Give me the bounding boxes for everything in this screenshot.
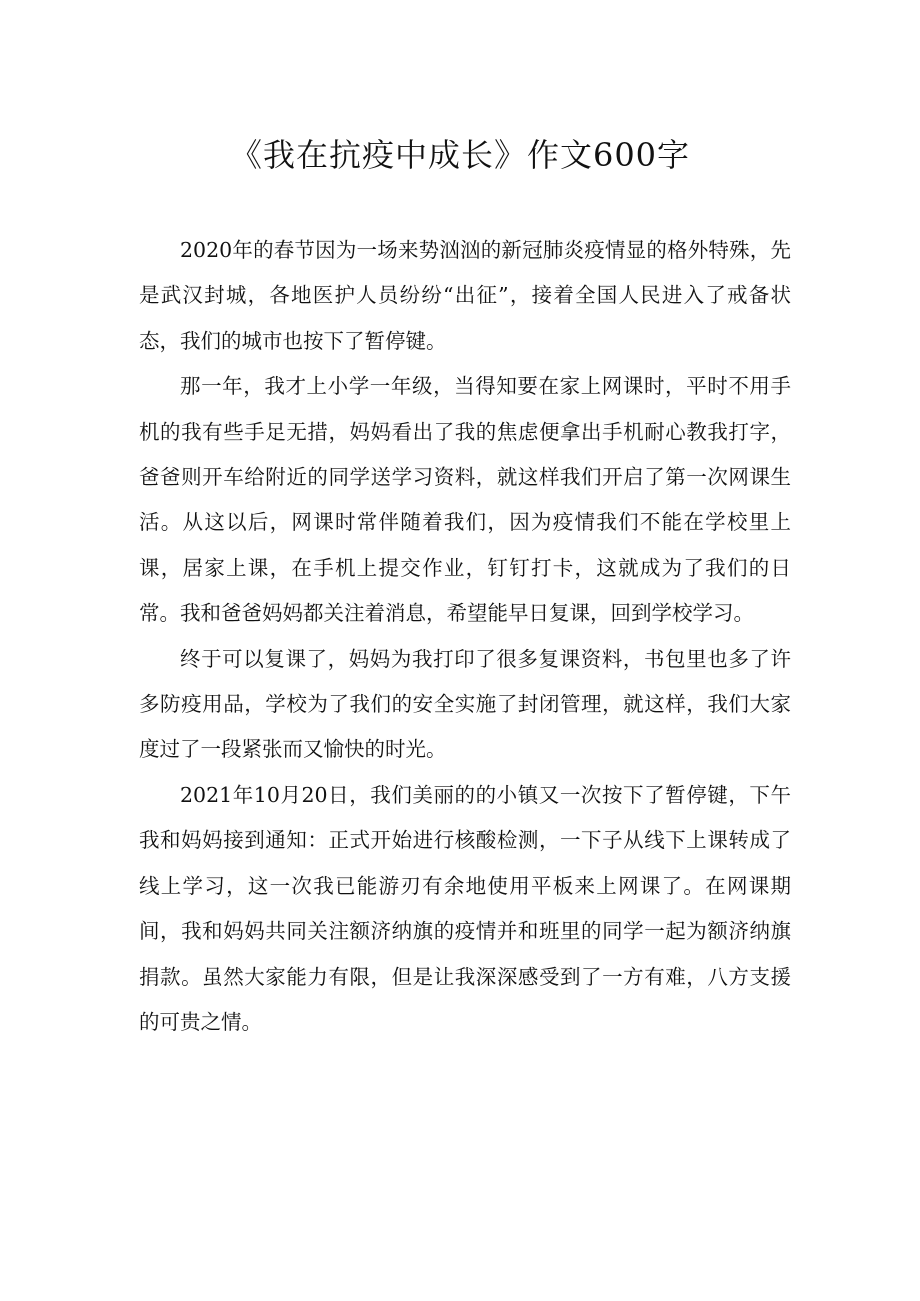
- paragraph: 那一年，我才上小学一年级，当得知要在家上网课时，平时不用手机的我有些手足无措，妈妈看出了我的焦虑便拿出手机耐心教我打字，爸爸则开车给附近的同学送学习资料，就这样我们开启了第一次网课生活。从这以后，网课时常伴随着我们，因为疫情我们不能在学校里上课，居家上课，在手机上提交作业，钉钉打卡，这就成为了我们的日常。我和爸爸妈妈都关注着消息，希望能早日复课，回到学校学习。: [139, 374, 791, 626]
- paragraph: 终于可以复课了，妈妈为我打印了很多复课资料，书包里也多了许多防疫用品，学校为了我们的安全实施了封闭管理，就这样，我们大家度过了一段紧张而又愉快的时光。: [139, 646, 791, 762]
- paragraph: 2021年10月20日，我们美丽的的小镇又一次按下了暂停键，下午我和妈妈接到通知：正式开始进行核酸检测，一下子从线下上课转成了线上学习，这一次我已能游刃有余地使用平板来上网课了。在网课期间，我和妈妈共同关注额济纳旗的疫情并和班里的同学一起为额济纳旗捐款。虽然大家能力有限，但是让我深深感受到了一方有难，八方支援的可贵之情。: [139, 782, 791, 1034]
- document-body: [139, 228, 791, 1045]
- document-title: 《我在抗疫中成长》作文600字: [229, 136, 691, 174]
- paragraph: 2020年的春节因为一场来势汹汹的新冠肺炎疫情显的格外特殊，先是武汉封城，各地医护人员纷纷“出征”，接着全国人民进入了戒备状态，我们的城市也按下了暂停键。: [139, 238, 791, 353]
